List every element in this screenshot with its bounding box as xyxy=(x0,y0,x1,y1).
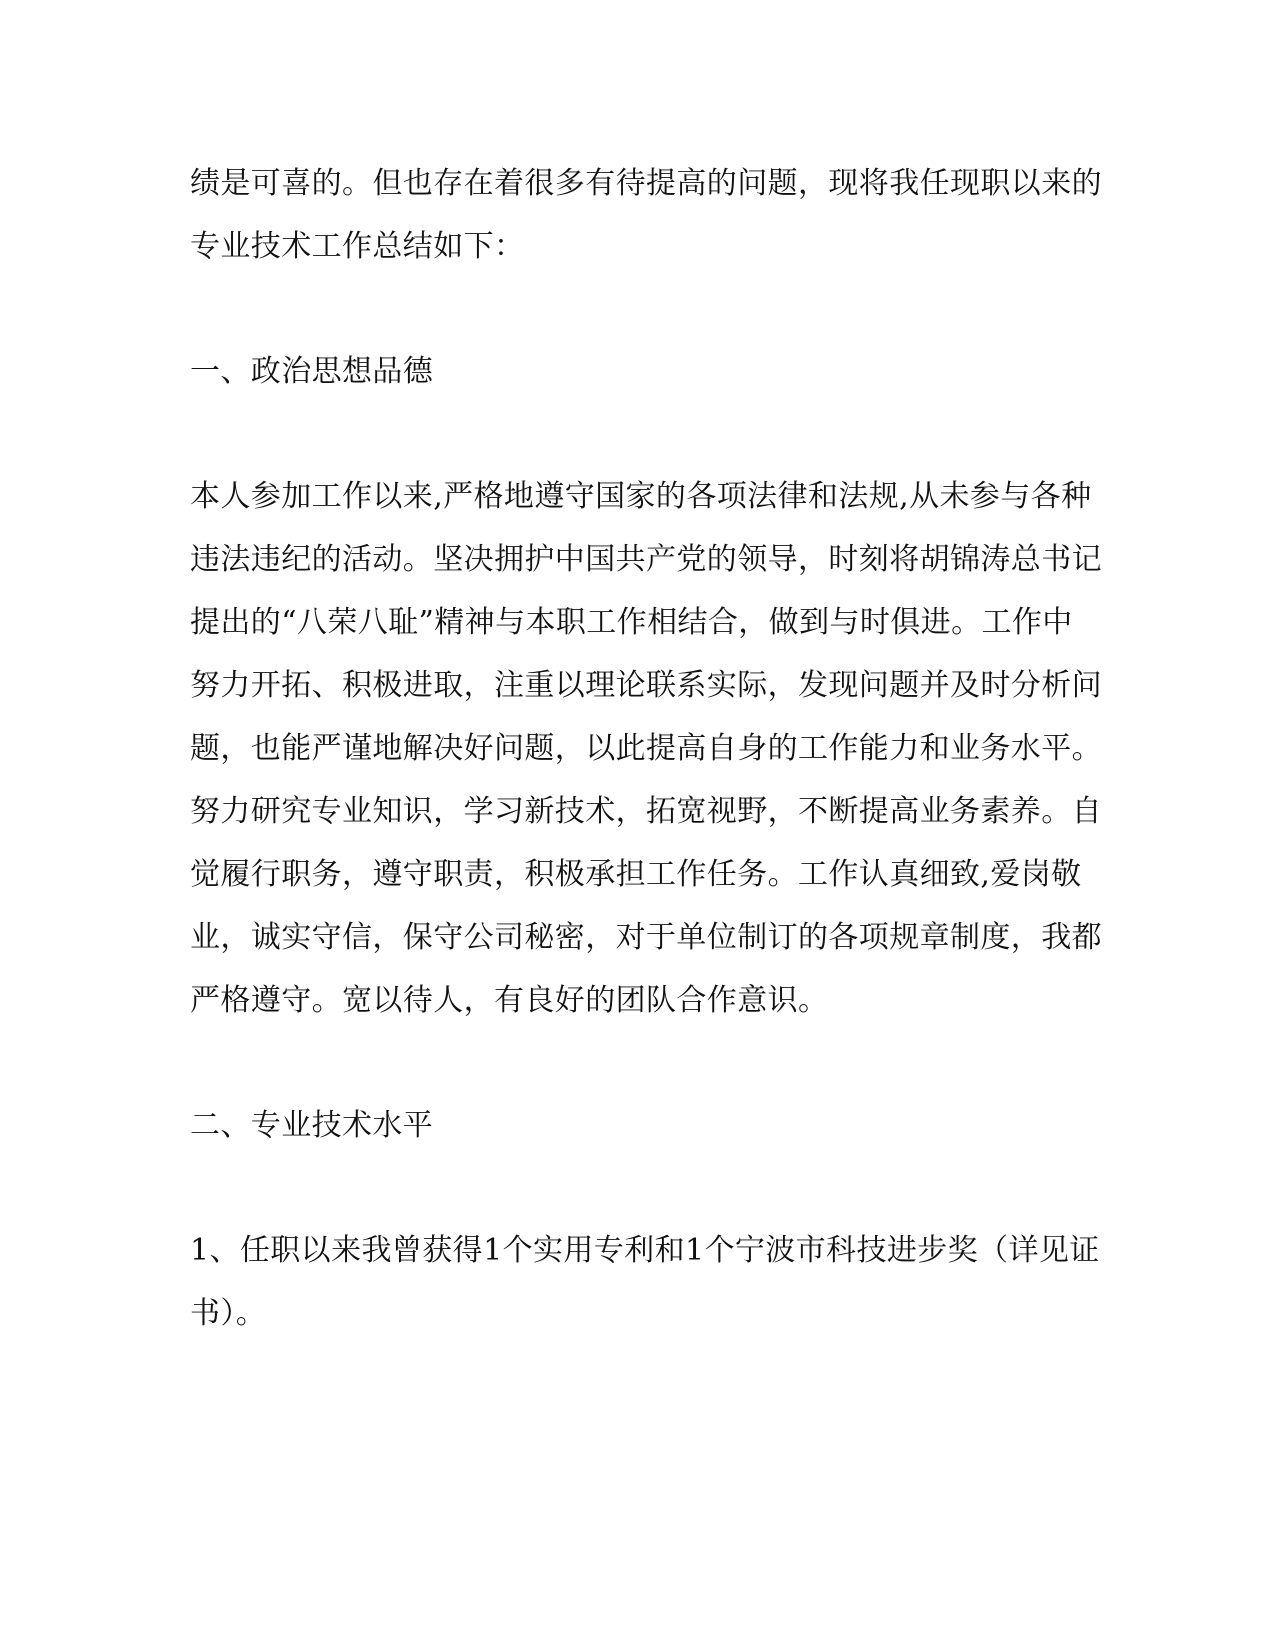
paragraph-line: 努力开拓、积极进取，注重以理论联系实际，发现问题并及时分析问 xyxy=(190,668,1102,703)
paragraph-spacer xyxy=(190,403,1070,465)
paragraph-line: 违法违纪的活动。坚决拥护中国共产党的领导，时刻将胡锦涛总书记 xyxy=(190,542,1102,577)
paragraph-line: 业，诚实守信，保守公司秘密，对于单位制订的各项规章制度，我都 xyxy=(190,920,1102,955)
intro-line: 专业技术工作总结如下： xyxy=(190,229,525,264)
paragraph-line: 严格遵守。宽以待人，有良好的团队合作意识。 xyxy=(190,983,829,1018)
paragraph-spacer xyxy=(190,1157,1070,1219)
paragraph-line: 提出的“八荣八耻”精神与本职工作相结合，做到与时俱进。工作中 xyxy=(190,605,1073,640)
paragraph-spacer xyxy=(190,278,1070,340)
paragraph-line: 书）。 xyxy=(190,1296,267,1331)
paragraph-line: 题，也能严谨地解决好问题，以此提高自身的工作能力和业务水平。 xyxy=(190,731,1102,766)
section-heading-technical: 二、专业技术水平 xyxy=(190,1108,434,1143)
intro-line: 绩是可喜的。但也存在着很多有待提高的问题，现将我任现职以来的 xyxy=(190,166,1102,201)
section-heading-political: 一、政治思想品德 xyxy=(190,354,434,389)
paragraph-line: 努力研究专业知识，学习新技术，拓宽视野，不断提高业务素养。自 xyxy=(190,794,1102,829)
document-body xyxy=(190,152,1102,1345)
paragraph-line: 觉履行职务，遵守职责，积极承担工作任务。工作认真细致,爱岗敬 xyxy=(190,857,1082,892)
paragraph-line: 1、任职以来我曾获得1个实用专利和1个宁波市科技进步奖（详见证 xyxy=(190,1233,1100,1268)
paragraph-line: 本人参加工作以来,严格地遵守国家的各项法律和法规,从未参与各种 xyxy=(190,479,1092,514)
paragraph-spacer xyxy=(190,1032,1070,1094)
